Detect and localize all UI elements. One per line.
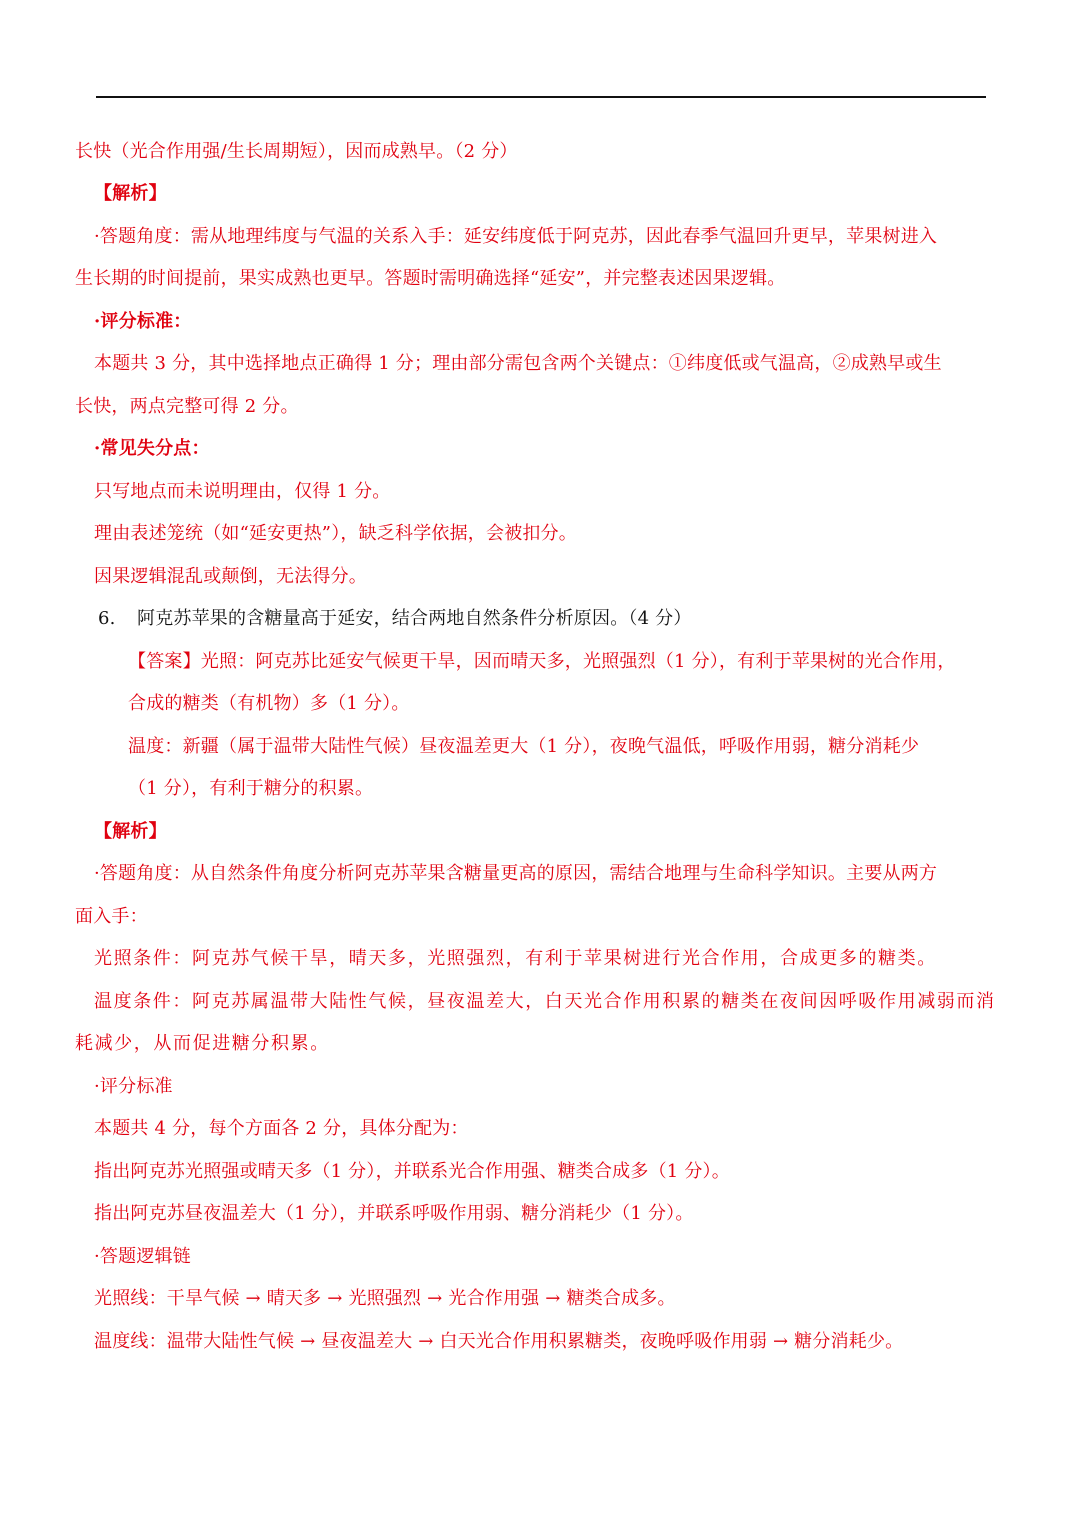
subheading-common-errors: ·常见失分点： xyxy=(94,438,210,459)
question-number: 6. xyxy=(98,608,116,629)
subheading-scoring: ·评分标准 xyxy=(94,1076,173,1097)
text-line: 因果逻辑混乱或颠倒，无法得分。 xyxy=(94,566,367,587)
text-line: 长快，两点完整可得 2 分。 xyxy=(75,396,299,417)
text-line: 生长期的时间提前，果实成熟也更早。答题时需明确选择“延安”，并完整表述因果逻辑。 xyxy=(75,268,786,289)
answer-line: （1 分），有利于糖分的积累。 xyxy=(128,778,374,799)
answer-line: 温度：新疆（属于温带大陆性气候）昼夜温差更大（1 分），夜晚气温低，呼吸作用弱，糖分消耗少 xyxy=(128,736,920,757)
text-line: 理由表述笼统（如“延安更热”），缺乏科学依据，会被扣分。 xyxy=(94,523,578,544)
section-heading-analysis: 【解析】 xyxy=(94,183,167,204)
text-line: 光照条件：阿克苏气候干旱，晴天多，光照强烈，有利于苹果树进行光合作用，合成更多的糖类。 xyxy=(94,948,937,969)
text-line: ·答题角度：需从地理纬度与气温的关系入手：延安纬度低于阿克苏，因此春季气温回升更早，苹果树进入 xyxy=(94,226,938,247)
answer-line: 【答案】光照：阿克苏比延安气候更干旱，因而晴天多，光照强烈（1 分），有利于苹果树的光合作用， xyxy=(128,651,956,672)
text-line: 本题共 4 分，每个方面各 2 分，具体分配为： xyxy=(94,1118,469,1139)
question-text: 阿克苏苹果的含糖量高于延安，结合两地自然条件分析原因。（4 分） xyxy=(137,608,692,629)
text-line: 面入手： xyxy=(75,906,148,927)
answer-line: 合成的糖类（有机物）多（1 分）。 xyxy=(128,693,410,714)
header-rule xyxy=(96,96,986,98)
logic-line-light: 光照线：干旱气候 → 晴天多 → 光照强烈 → 光合作用强 → 糖类合成多。 xyxy=(94,1288,676,1309)
logic-line-temperature: 温度线：温带大陆性气候 → 昼夜温差大 → 白天光合作用积累糖类，夜晚呼吸作用弱 → 糖分消耗少。 xyxy=(94,1331,904,1352)
subheading-scoring: ·评分标准： xyxy=(94,311,192,332)
text-line: 长快（光合作用强/生长周期短），因而成熟早。（2 分） xyxy=(75,141,518,162)
text-line: 温度条件：阿克苏属温带大陆性气候，昼夜温差大，白天光合作用积累的糖类在夜间因呼吸作用减弱而消 xyxy=(94,991,996,1012)
text-line: 指出阿克苏光照强或晴天多（1 分），并联系光合作用强、糖类合成多（1 分）。 xyxy=(94,1161,730,1182)
text-line: 指出阿克苏昼夜温差大（1 分），并联系呼吸作用弱、糖分消耗少（1 分）。 xyxy=(94,1203,694,1224)
subheading-logic-chain: ·答题逻辑链 xyxy=(94,1246,191,1267)
section-heading-analysis: 【解析】 xyxy=(94,821,167,842)
text-line: 只写地点而未说明理由，仅得 1 分。 xyxy=(94,481,391,502)
text-line: 本题共 3 分，其中选择地点正确得 1 分；理由部分需包含两个关键点：①纬度低或气温高，②成熟早或生 xyxy=(94,353,942,374)
text-line: 耗减少，从而促进糖分积累。 xyxy=(75,1033,330,1054)
text-line: ·答题角度：从自然条件角度分析阿克苏苹果含糖量更高的原因，需结合地理与生命科学知识。主要从两方 xyxy=(94,863,938,884)
